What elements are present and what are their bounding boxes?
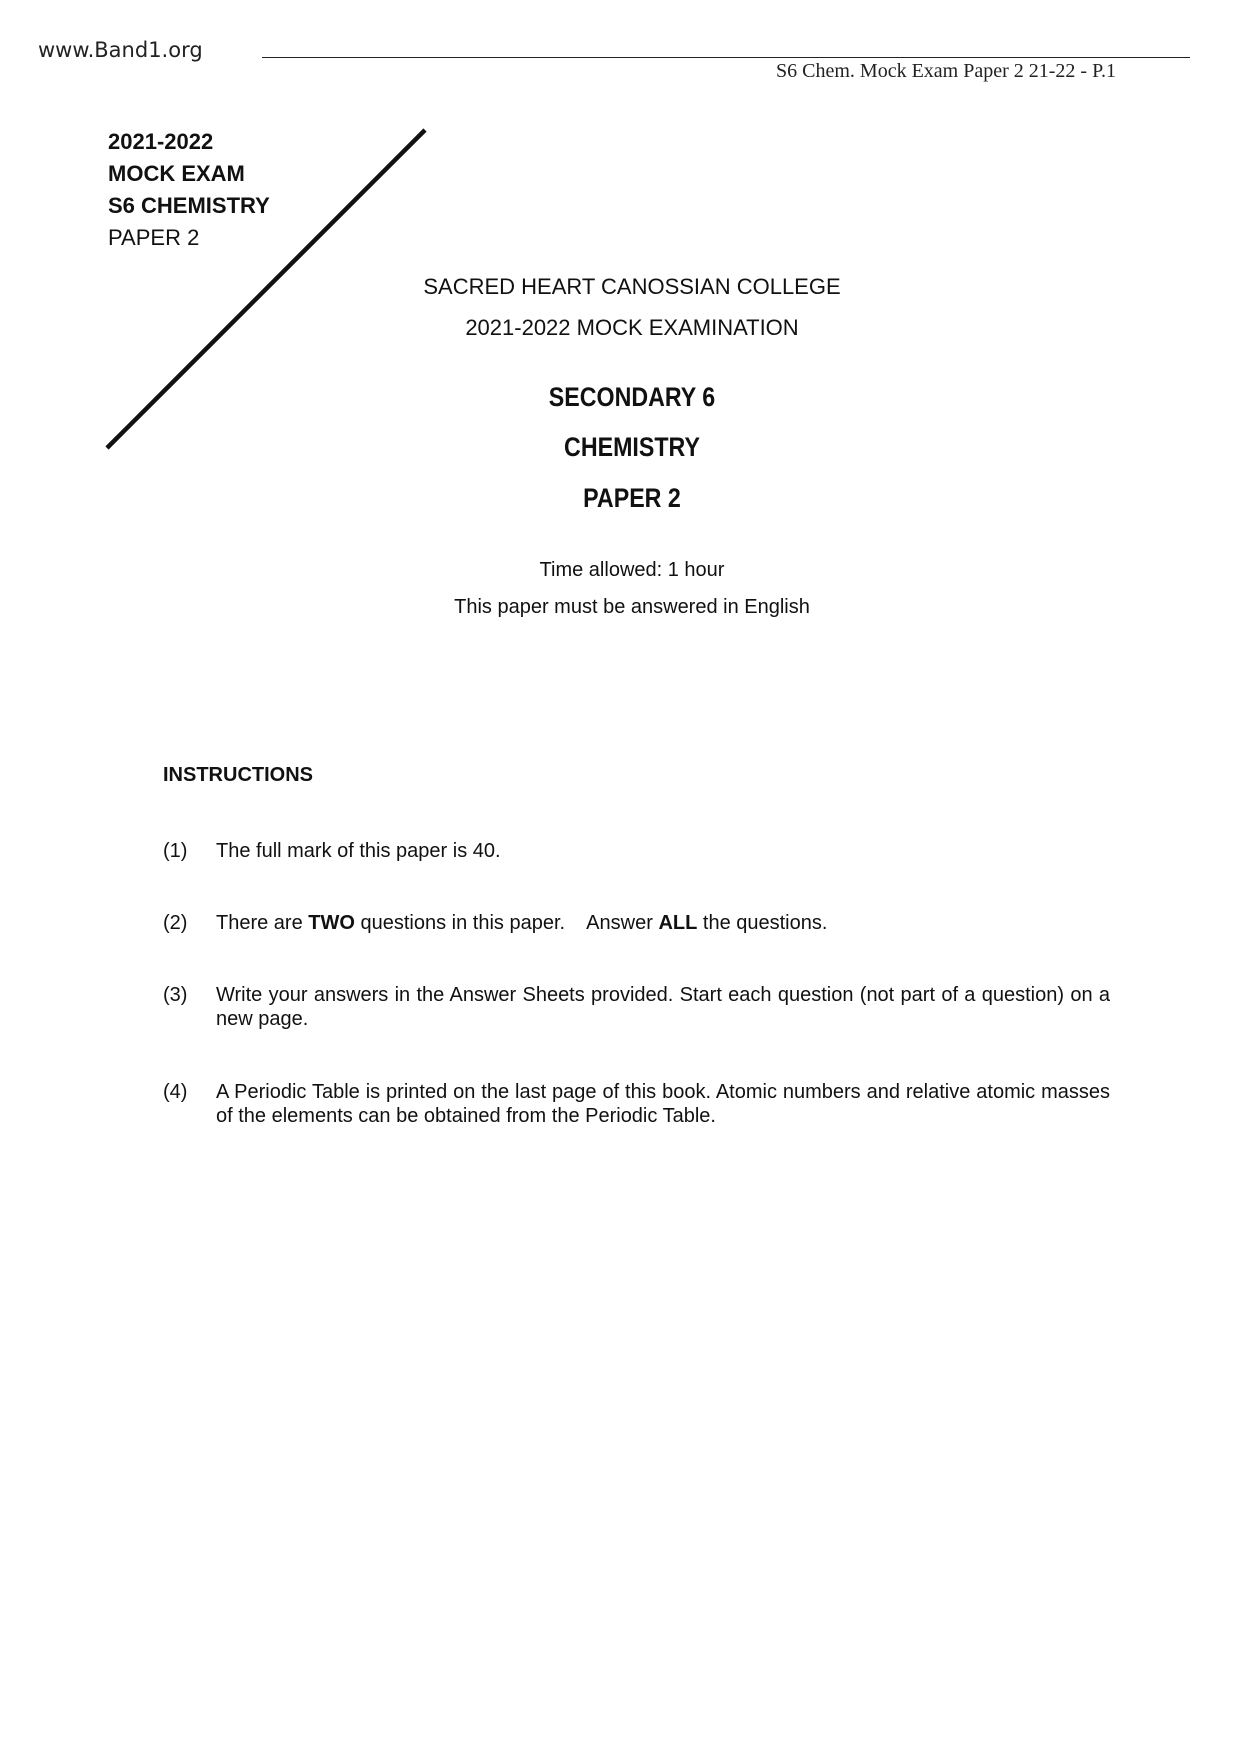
instructions-heading: INSTRUCTIONS (163, 764, 313, 786)
instruction-text-part: the questions. (697, 912, 828, 934)
paper-heading: PAPER 2 (583, 483, 681, 513)
instruction-text: The full mark of this paper is 40. (216, 840, 501, 862)
page-reference: S6 Chem. Mock Exam Paper 2 21-22 - P.1 (776, 60, 1116, 82)
instruction-number: (3) (163, 984, 188, 1006)
instruction-item (163, 911, 1110, 935)
language-note: This paper must be answered in English (454, 596, 810, 618)
instruction-text-part: There are (216, 912, 309, 934)
instruction-text (216, 911, 1110, 935)
corner-paper: PAPER 2 (108, 225, 200, 250)
instruction-item (163, 1080, 1110, 1128)
emphasis-all: ALL (658, 912, 698, 934)
instruction-text: Write your answers in the Answer Sheets provided. Start each question (not part of a question) on a new page. (216, 984, 1110, 1030)
form-heading: SECONDARY 6 (548, 382, 716, 412)
corner-exam: MOCK EXAM (108, 161, 245, 186)
corner-subject: S6 CHEMISTRY (108, 193, 270, 218)
site-watermark: www.Band1.org (38, 38, 203, 62)
instruction-number: (2) (163, 912, 188, 934)
exam-title: 2021-2022 MOCK EXAMINATION (465, 315, 799, 340)
instruction-text-part: questions in this paper. Answer (354, 912, 659, 934)
instruction-number: (1) (163, 840, 188, 862)
instruction-number: (4) (163, 1081, 188, 1103)
instruction-text: A Periodic Table is printed on the last page of this book. Atomic numbers and relative atomic masses of the elements can be obtained from the Periodic Table. (216, 1081, 1110, 1127)
corner-year: 2021-2022 (108, 129, 214, 154)
subject-heading: CHEMISTRY (564, 432, 700, 462)
corner-label (108, 126, 270, 254)
time-allowed: Time allowed: 1 hour (539, 559, 725, 581)
school-name: SACRED HEART CANOSSIAN COLLEGE (423, 274, 841, 299)
instruction-item (163, 983, 1110, 1031)
instruction-item (163, 839, 1110, 863)
emphasis-two: TWO (308, 912, 355, 934)
